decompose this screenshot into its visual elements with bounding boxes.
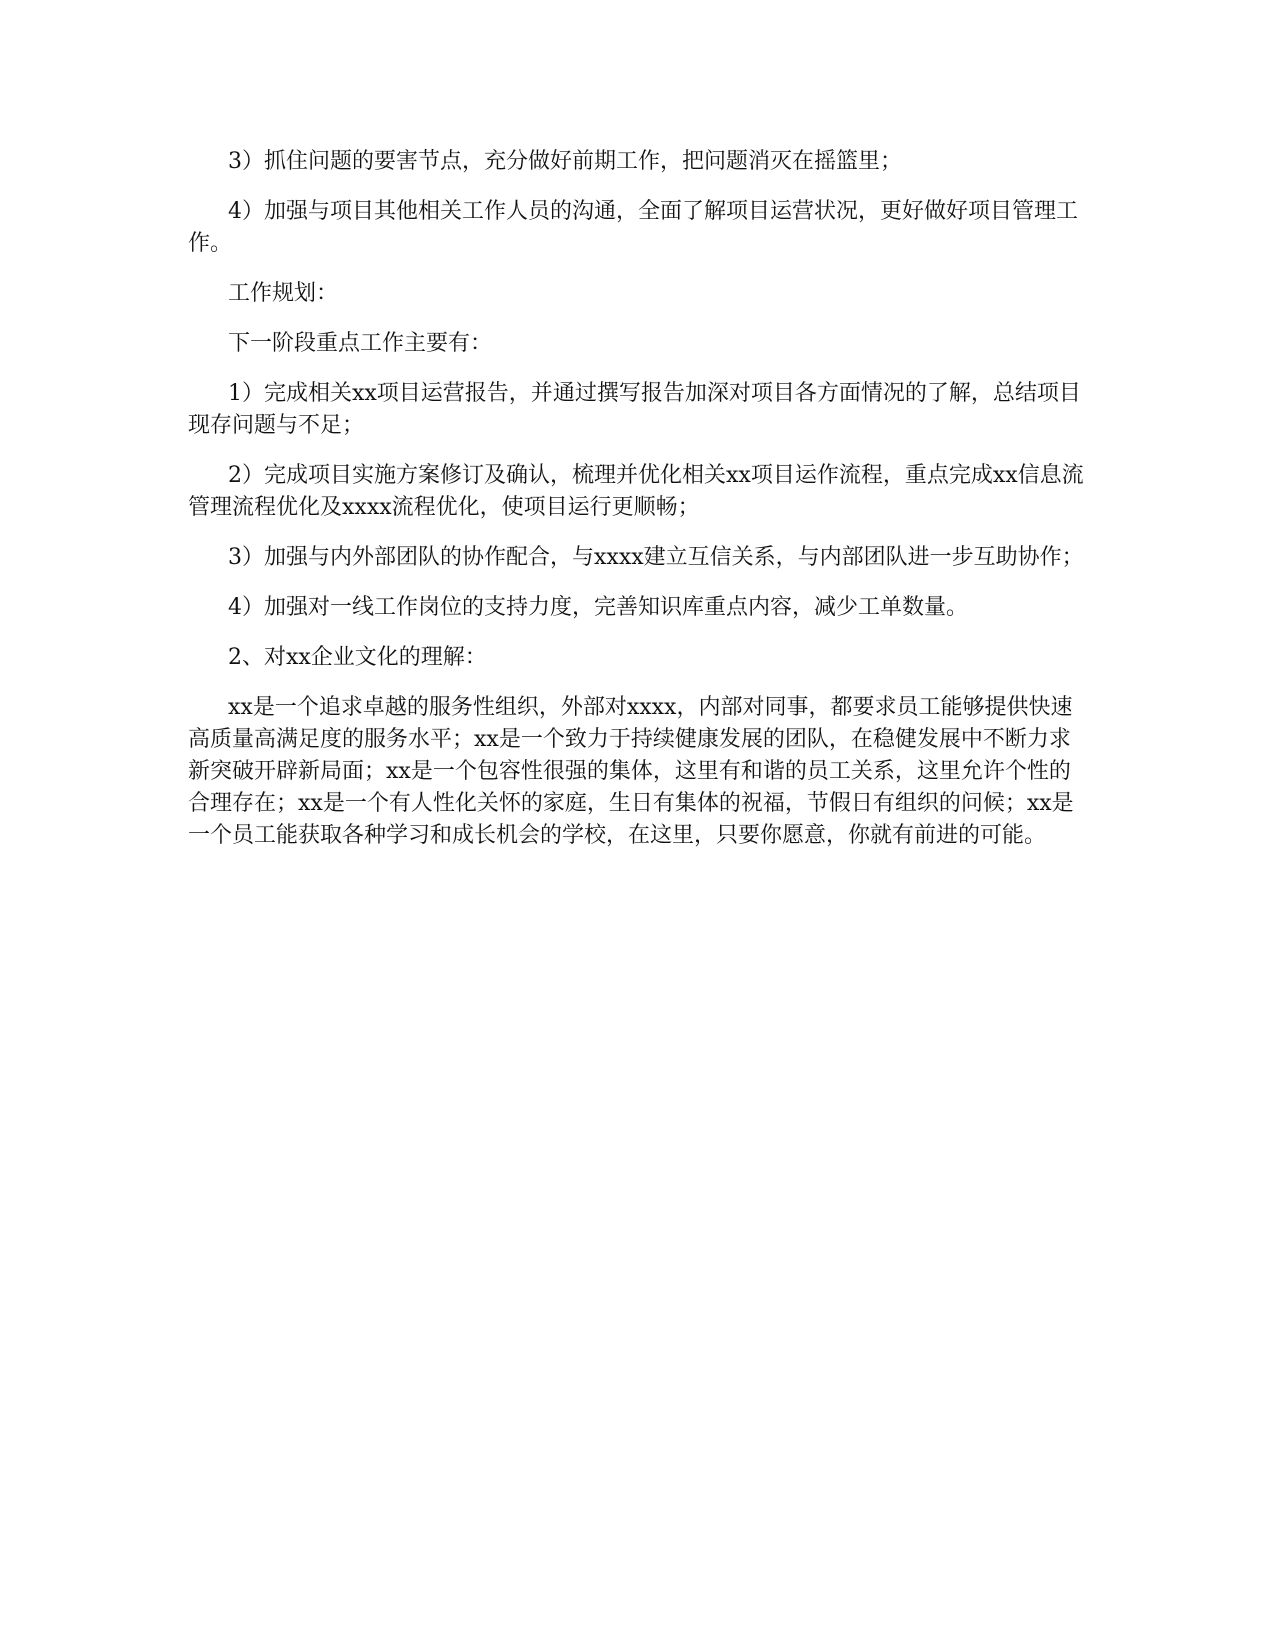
- plan-item-4-support: 4）加强对一线工作岗位的支持力度，完善知识库重点内容，减少工单数量。: [228, 595, 968, 620]
- section-heading-culture: 2、对xx企业文化的理解：: [228, 645, 487, 670]
- plan-item-1-report: 1）完成相关xx项目运营报告，并通过撰写报告加深对项目各方面情况的了解，总结项目现存问题与不足；: [188, 381, 1081, 438]
- plan-item-3-collaboration: 3）加强与内外部团队的协作配合，与xxxx建立互信关系，与内部团队进一步互助协作；: [228, 545, 1084, 570]
- paragraph-item-3-problem-nodes: 3）抓住问题的要害节点，充分做好前期工作，把问题消灭在摇篮里；: [228, 149, 902, 174]
- paragraph-culture-understanding: xx是一个追求卓越的服务性组织，外部对xxxx，内部对同事，都要求员工能够提供快速高质量高满足度的服务水平；xx是一个致力于持续健康发展的团队，在稳健发展中不断力求新突破开辟新局面；xx是一个包容性很强的集体，这里有和谐的员工关系，这里允许个性的合理存在；xx是一个有人性化关怀的家庭，生日有集体的祝福，节假日有组织的问候；xx是一个员工能获取各种学习和成长机会的学校，在这里，只要你愿意，你就有前进的可能。: [188, 695, 1074, 848]
- paragraph-next-stage-intro: 下一阶段重点工作主要有：: [228, 331, 493, 356]
- section-heading-work-plan: 工作规划：: [228, 281, 339, 306]
- paragraph-item-4-communication: 4）加强与项目其他相关工作人员的沟通，全面了解项目运营状况，更好做好项目管理工作。: [188, 199, 1078, 256]
- document-body: [188, 146, 1086, 870]
- plan-item-2-process: 2）完成项目实施方案修订及确认，梳理并优化相关xx项目运作流程，重点完成xx信息流管理流程优化及xxxx流程优化，使项目运行更顺畅；: [188, 463, 1084, 520]
